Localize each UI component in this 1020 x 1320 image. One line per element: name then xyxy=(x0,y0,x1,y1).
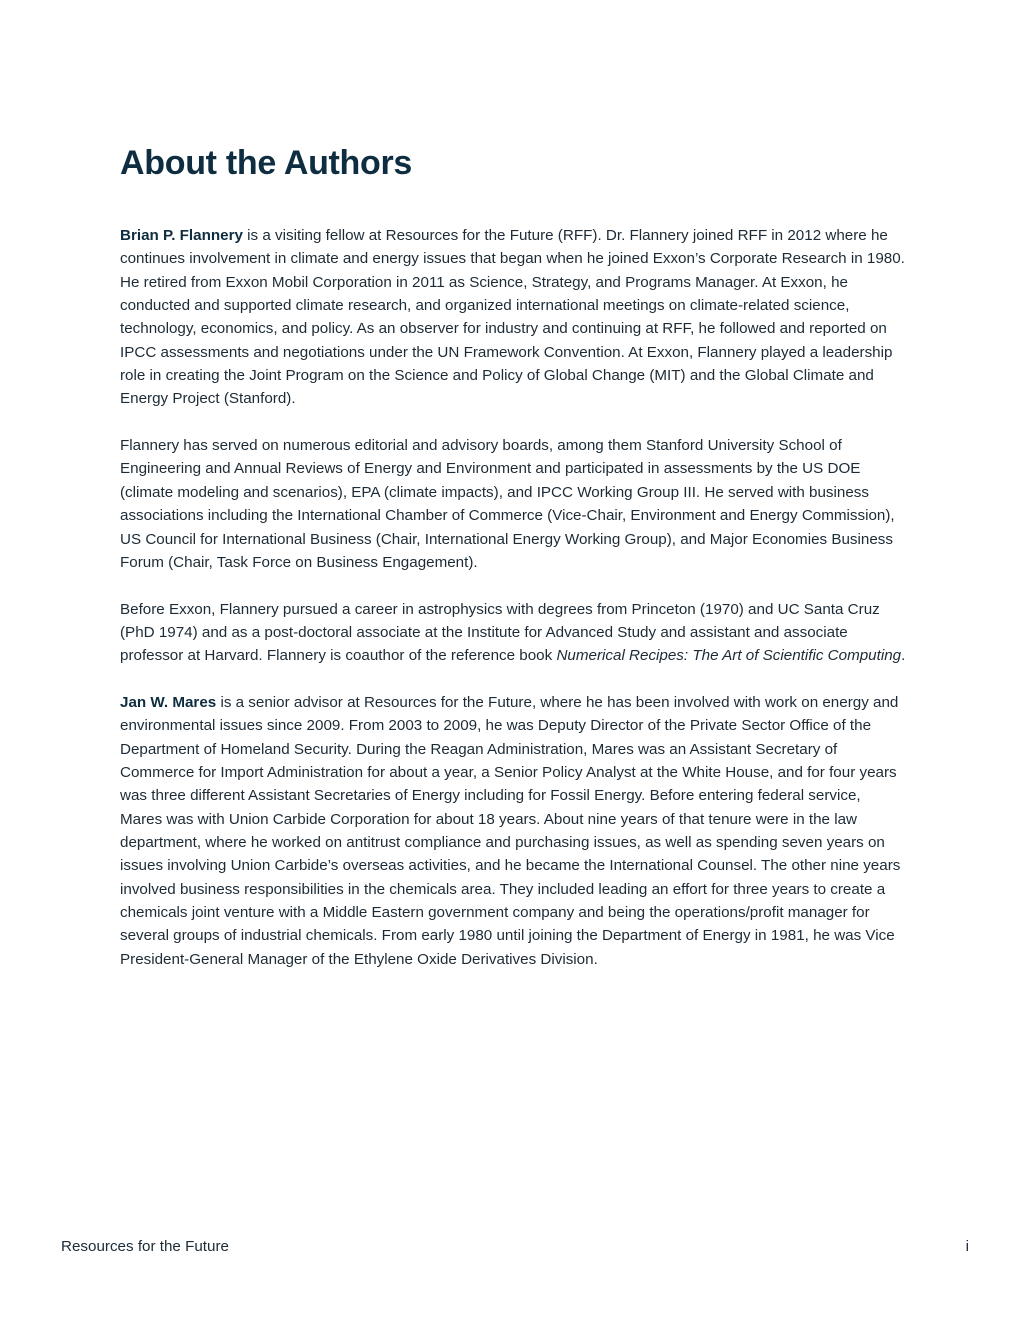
flannery-bio-text-3: Before Exxon, Flannery pursued a career in astrophysics with degrees from Princeton (1970) and UC Santa Cruz (PhD 1974) and as a post-doctoral associate at the Institute for Advanced Study and assistant and associate professor at Harvard. Flannery is coauthor of the reference book xyxy=(120,600,880,665)
author-name-mares: Jan W. Mares xyxy=(120,694,217,712)
footer-organization: Resources for the Future xyxy=(61,1238,229,1255)
authors-section xyxy=(120,224,906,995)
footer-page-number: i xyxy=(965,1238,969,1255)
author-name-flannery: Brian P. Flannery xyxy=(120,227,243,244)
flannery-bio-paragraph-3 xyxy=(120,598,906,668)
book-title: Numerical Recipes: The Art of Scientific Computing xyxy=(556,647,902,665)
flannery-bio-text-1: is a visiting fellow at Resources for the Future (RFF). Dr. Flannery joined RFF in 2012 where he continues involvement in climate and energy issues that began when he joined Exxon’s Corporate Research in 1980. He retired from Exxon Mobil Corporation in 2011 as Science, Strategy, and Programs Manager. At Exxon, he conducted and supported climate research, and organized international meetings on climate-related science, technology, economics, and policy. As an observer for industry and continuing at RFF, he followed and reported on IPCC assessments and negotiations under the UN Framework Convention. At Exxon, Flannery played a leadership role in creating the Joint Program on the Science and Policy of Global Change (MIT) and the Global Climate and Energy Project (Stanford). xyxy=(120,227,905,408)
mares-bio-text: is a senior advisor at Resources for the Future, where he has been involved with work on energy and environmental issues since 2009. From 2003 to 2009, he was Deputy Director of the Private Sector Office of the Department of Homeland Security. During the Reagan Administration, Mares was an Assistant Secretary of Commerce for Import Administration for about a year, a Senior Policy Analyst at the White House, and for four years was three different Assistant Secretaries of Energy including for Fossil Energy. Before entering federal service, Mares was with Union Carbide Corporation for about 18 years. About nine years of that tenure were in the law department, where he worked on antitrust compliance and purchasing issues, as well as spending seven years on issues involving Union Carbide’s overseas activities, and he became the International Counsel. The other nine years involved business responsibilities in the chemicals area. They included leading an effort for three years to create a chemicals joint venture with a Middle Eastern government company and being the operations/profit manager for several groups of industrial chemicals. From early 1980 until joining the Department of Energy in 1981, he was Vice President-General Manager of the Ethylene Oxide Derivatives Division. xyxy=(120,694,901,968)
page-title: About the Authors xyxy=(120,144,413,182)
flannery-bio-text-3-end: . xyxy=(901,647,906,665)
mares-bio-paragraph xyxy=(120,691,906,971)
flannery-bio-paragraph-1 xyxy=(120,224,906,411)
flannery-bio-paragraph-2: Flannery has served on numerous editorial and advisory boards, among them Stanford University School of Engineering and Annual Reviews of Energy and Environment and participated in assessments by the US DOE (climate modeling and scenarios), EPA (climate impacts), and IPCC Working Group III. He served with business associations including the International Chamber of Commerce (Vice-Chair, Environment and Energy Commission), US Council for International Business (Chair, International Energy Working Group), and Major Economies Business Forum (Chair, Task Force on Business Engagement). xyxy=(120,437,895,571)
